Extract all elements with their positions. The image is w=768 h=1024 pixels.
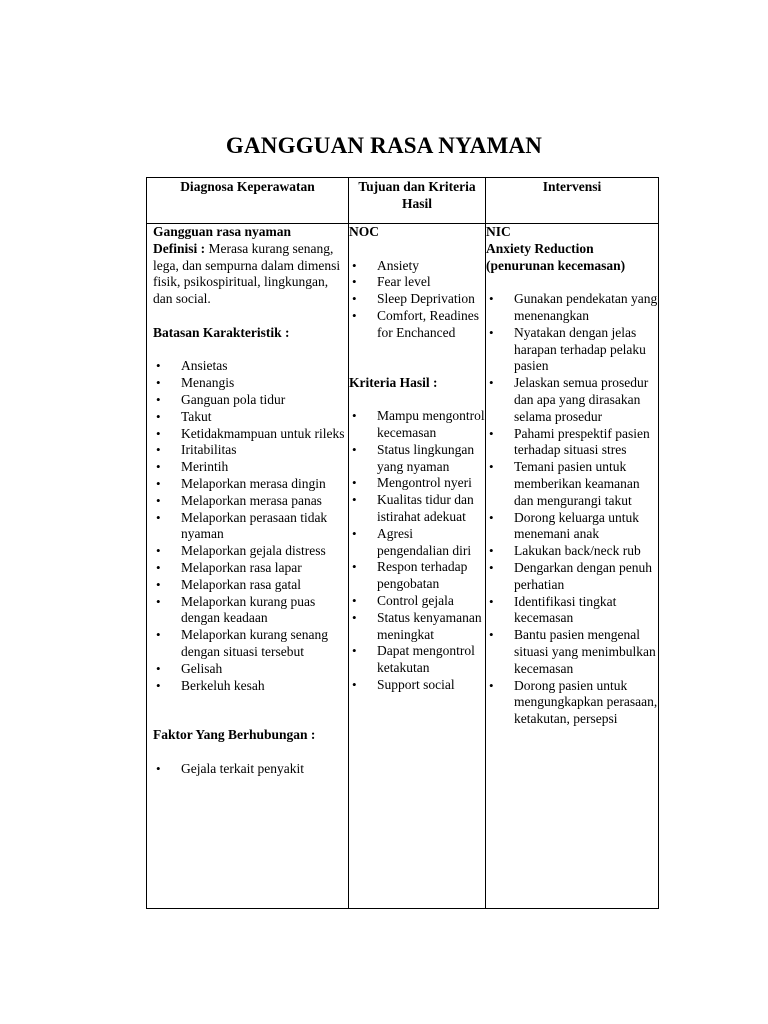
list-item: • Melaporkan merasa panas [153,493,348,510]
nursing-care-table [146,177,659,909]
kriteria-title: Kriteria Hasil : [349,374,438,390]
definition [153,241,348,308]
noc-list [349,258,485,342]
list-item: • Ganguan pola tidur [153,392,348,409]
list-item: • Dorong keluarga untuk menemani anak [486,510,658,544]
list-item: • Comfort, Readines for Enchanced [349,308,485,342]
list-item: • Lakukan back/neck rub [486,543,658,560]
nic-title: NIC [486,224,511,239]
list-item: • Mengontrol nyeri [349,475,485,492]
kriteria-list [349,408,485,694]
list-item: • Nyatakan dengan jelas harapan terhadap pelaku pasien [486,325,658,375]
list-item: • Melaporkan rasa lapar [153,560,348,577]
list-item: • Support social [349,677,485,694]
definition-text: Merasa kurang senang, lega, dan sempurna dalam dimensi fisik, psikospiritual, lingkungan, dan social. [153,240,341,307]
list-item: • Ansietas [153,358,348,375]
list-item: • Melaporkan kurang senang dengan situasi tersebut [153,627,348,661]
list-item: • Gunakan pendekatan yang menenangkan [486,291,658,325]
list-item: • Dorong pasien untuk mengungkapkan perasaan, ketakutan, persepsi [486,678,658,728]
faktor-title: Faktor Yang Berhubungan : [153,727,316,743]
batasan-title: Batasan Karakteristik : [153,324,290,340]
list-item: • Melaporkan perasaan tidak nyaman [153,510,348,544]
list-item: • Ansiety [349,258,485,275]
list-item: • Temani pasien untuk memberikan keamanan dan mengurangi takut [486,459,658,509]
list-item: • Bantu pasien mengenal situasi yang menimbulkan kecemasan [486,627,658,677]
list-item: • Melaporkan merasa dingin [153,476,348,493]
list-item: • Merintih [153,459,348,476]
tujuan-cell [349,224,486,909]
list-item: • Ketidakmampuan untuk rileks [153,426,348,443]
list-item: • Status lingkungan yang nyaman [349,442,485,476]
diagnosa-label: Gangguan rasa nyaman [153,224,292,239]
list-item: • Mampu mengontrol kecemasan [349,408,485,442]
list-item: • Kualitas tidur dan istirahat adekuat [349,492,485,526]
list-item: • Sleep Deprivation [349,291,485,308]
table-header-row [147,178,659,224]
intervensi-cell [486,224,659,909]
list-item: • Dengarkan dengan penuh perhatian [486,560,658,594]
list-item: • Status kenyamanan meningkat [349,610,485,644]
batasan-list [153,358,348,694]
list-item: • Berkeluh kesah [153,678,348,695]
noc-title: NOC [349,224,379,239]
list-item: • Control gejala [349,593,485,610]
list-item: • Dapat mengontrol ketakutan [349,643,485,677]
list-item: • Melaporkan rasa gatal [153,577,348,594]
list-item: • Menangis [153,375,348,392]
list-item: • Takut [153,409,348,426]
list-item: • Melaporkan kurang puas dengan keadaan [153,594,348,628]
nic-list [486,291,658,728]
table-body-row [147,224,659,909]
page-title: GANGGUAN RASA NYAMAN [225,133,543,158]
header-tujuan: Tujuan dan Kriteria Hasil [349,178,486,224]
list-item: • Gejala terkait penyakit [153,761,348,778]
list-item: • Pahami prespektif pasien terhadap situasi stres [486,426,658,460]
definition-label: Definisi : [153,240,206,256]
diagnosa-cell [147,224,349,909]
list-item: • Identifikasi tingkat kecemasan [486,594,658,628]
list-item: • Gelisah [153,661,348,678]
list-item: • Agresi pengendalian diri [349,526,485,560]
faktor-list [153,761,348,778]
list-item: • Fear level [349,274,485,291]
header-intervensi: Intervensi [486,178,659,224]
list-item: • Jelaskan semua prosedur dan apa yang dirasakan selama prosedur [486,375,658,425]
list-item: • Melaporkan gejala distress [153,543,348,560]
list-item: • Iritabilitas [153,442,348,459]
header-diagnosa: Diagnosa Keperawatan [147,178,349,224]
nic-subtitle: Anxiety Reduction (penurunan kecemasan) [486,240,626,273]
list-item: • Respon terhadap pengobatan [349,559,485,593]
